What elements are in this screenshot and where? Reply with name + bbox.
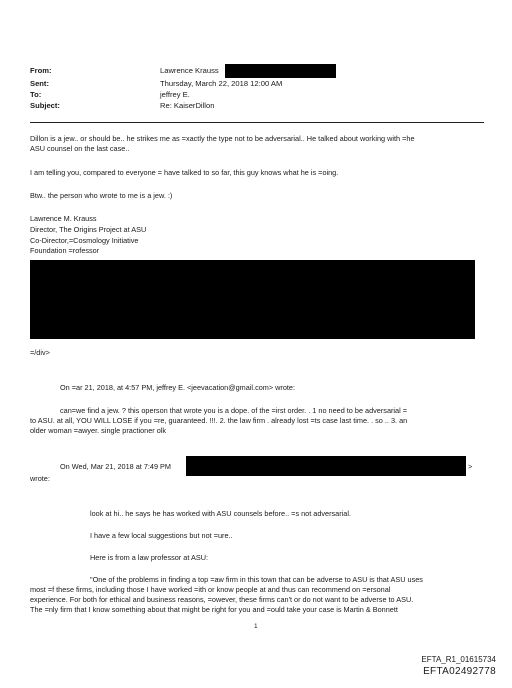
redaction-box-large [30,260,475,339]
subject-value: Re: KaiserDillon [160,101,215,110]
bates-code-1: EFTA_R1_01615734 [421,655,496,664]
quote2-paragraph-4-line-4: The =nly firm that I know something about that might be right for you and =ould take your case is Martin & Bonnett [30,605,398,614]
page-number: 1 [254,623,258,630]
sent-label: Sent: [30,79,49,88]
signature-codirector: Co-Director,=Cosmology Initiative [30,236,139,245]
body-paragraph-2: I am telling you, compared to everyone = have talked to so far, this guy knows what he is =oing. [30,168,339,177]
from-value: Lawrence Krauss [160,66,219,75]
redaction-box-quote2 [186,456,466,476]
header-divider [30,122,484,123]
from-label: From: [30,66,52,75]
bates-code-2: EFTA02492778 [423,666,496,677]
signature-professor: Foundation =rofessor [30,246,100,255]
to-value: jeffrey E. [160,90,190,99]
redaction-box [225,64,336,78]
quote2-paragraph-3: Here is from a law professor at ASU: [90,553,209,562]
quote1-line-1: can=we find a jew. ? this operson that wrote you is a dope. of the =irst order. . 1 no need to be adversarial = [60,406,408,415]
quote2-paragraph-4-line-3: experience. For both for ethical and business reasons, =owever, these firms can't or do not want to be adverse to ASU. [30,595,414,604]
quote2-paragraph-1: look at hi.. he says he has worked with ASU counsels before.. =s not adversarial. [90,509,352,518]
quote2-wrote: wrote: [30,474,50,483]
body-paragraph-1-line-2: ASU counsel on the last case.. [30,144,130,153]
quote2-gt: > [468,462,473,471]
quote2-header: On Wed, Mar 21, 2018 at 7:49 PM [60,462,171,471]
signature-name: Lawrence M. Krauss [30,214,97,223]
quote2-paragraph-4-line-2: most =f these firms, including those I have worked =ith or know people at and thus can recommend on =ersonal [30,585,391,594]
to-label: To: [30,90,42,99]
sent-value: Thursday, March 22, 2018 12:00 AM [160,79,283,88]
body-paragraph-1-line-1: Dillon is a jew.. or should be.. he strikes me as =xactly the type not to be adversarial.. He talked about working with =he [30,134,415,143]
quote1-line-3: older woman =awyer. single practioner olk [30,426,167,435]
subject-label: Subject: [30,101,60,110]
signature-title: Director, The Origins Project at ASU [30,225,147,234]
body-paragraph-3: Btw.. the person who wrote to me is a jew. :) [30,191,173,200]
quote1-line-2: to ASU. at all, YOU WILL LOSE if you =re, guaranteed. !!!. 2. the law firm . already lost =ts case last time. . so .. 3. an [30,416,408,425]
quote2-paragraph-2: I have a few local suggestions but not =ure.. [90,531,233,540]
quote1-header: On =ar 21, 2018, at 4:57 PM, jeffrey E. <jeevacation@gmail.com> wrote: [60,383,296,392]
quote2-paragraph-4-line-1: "One of the problems in finding a top =aw firm in this town that can be adverse to ASU is that ASU uses [90,575,423,584]
div-close-text: =/div> [30,348,50,357]
